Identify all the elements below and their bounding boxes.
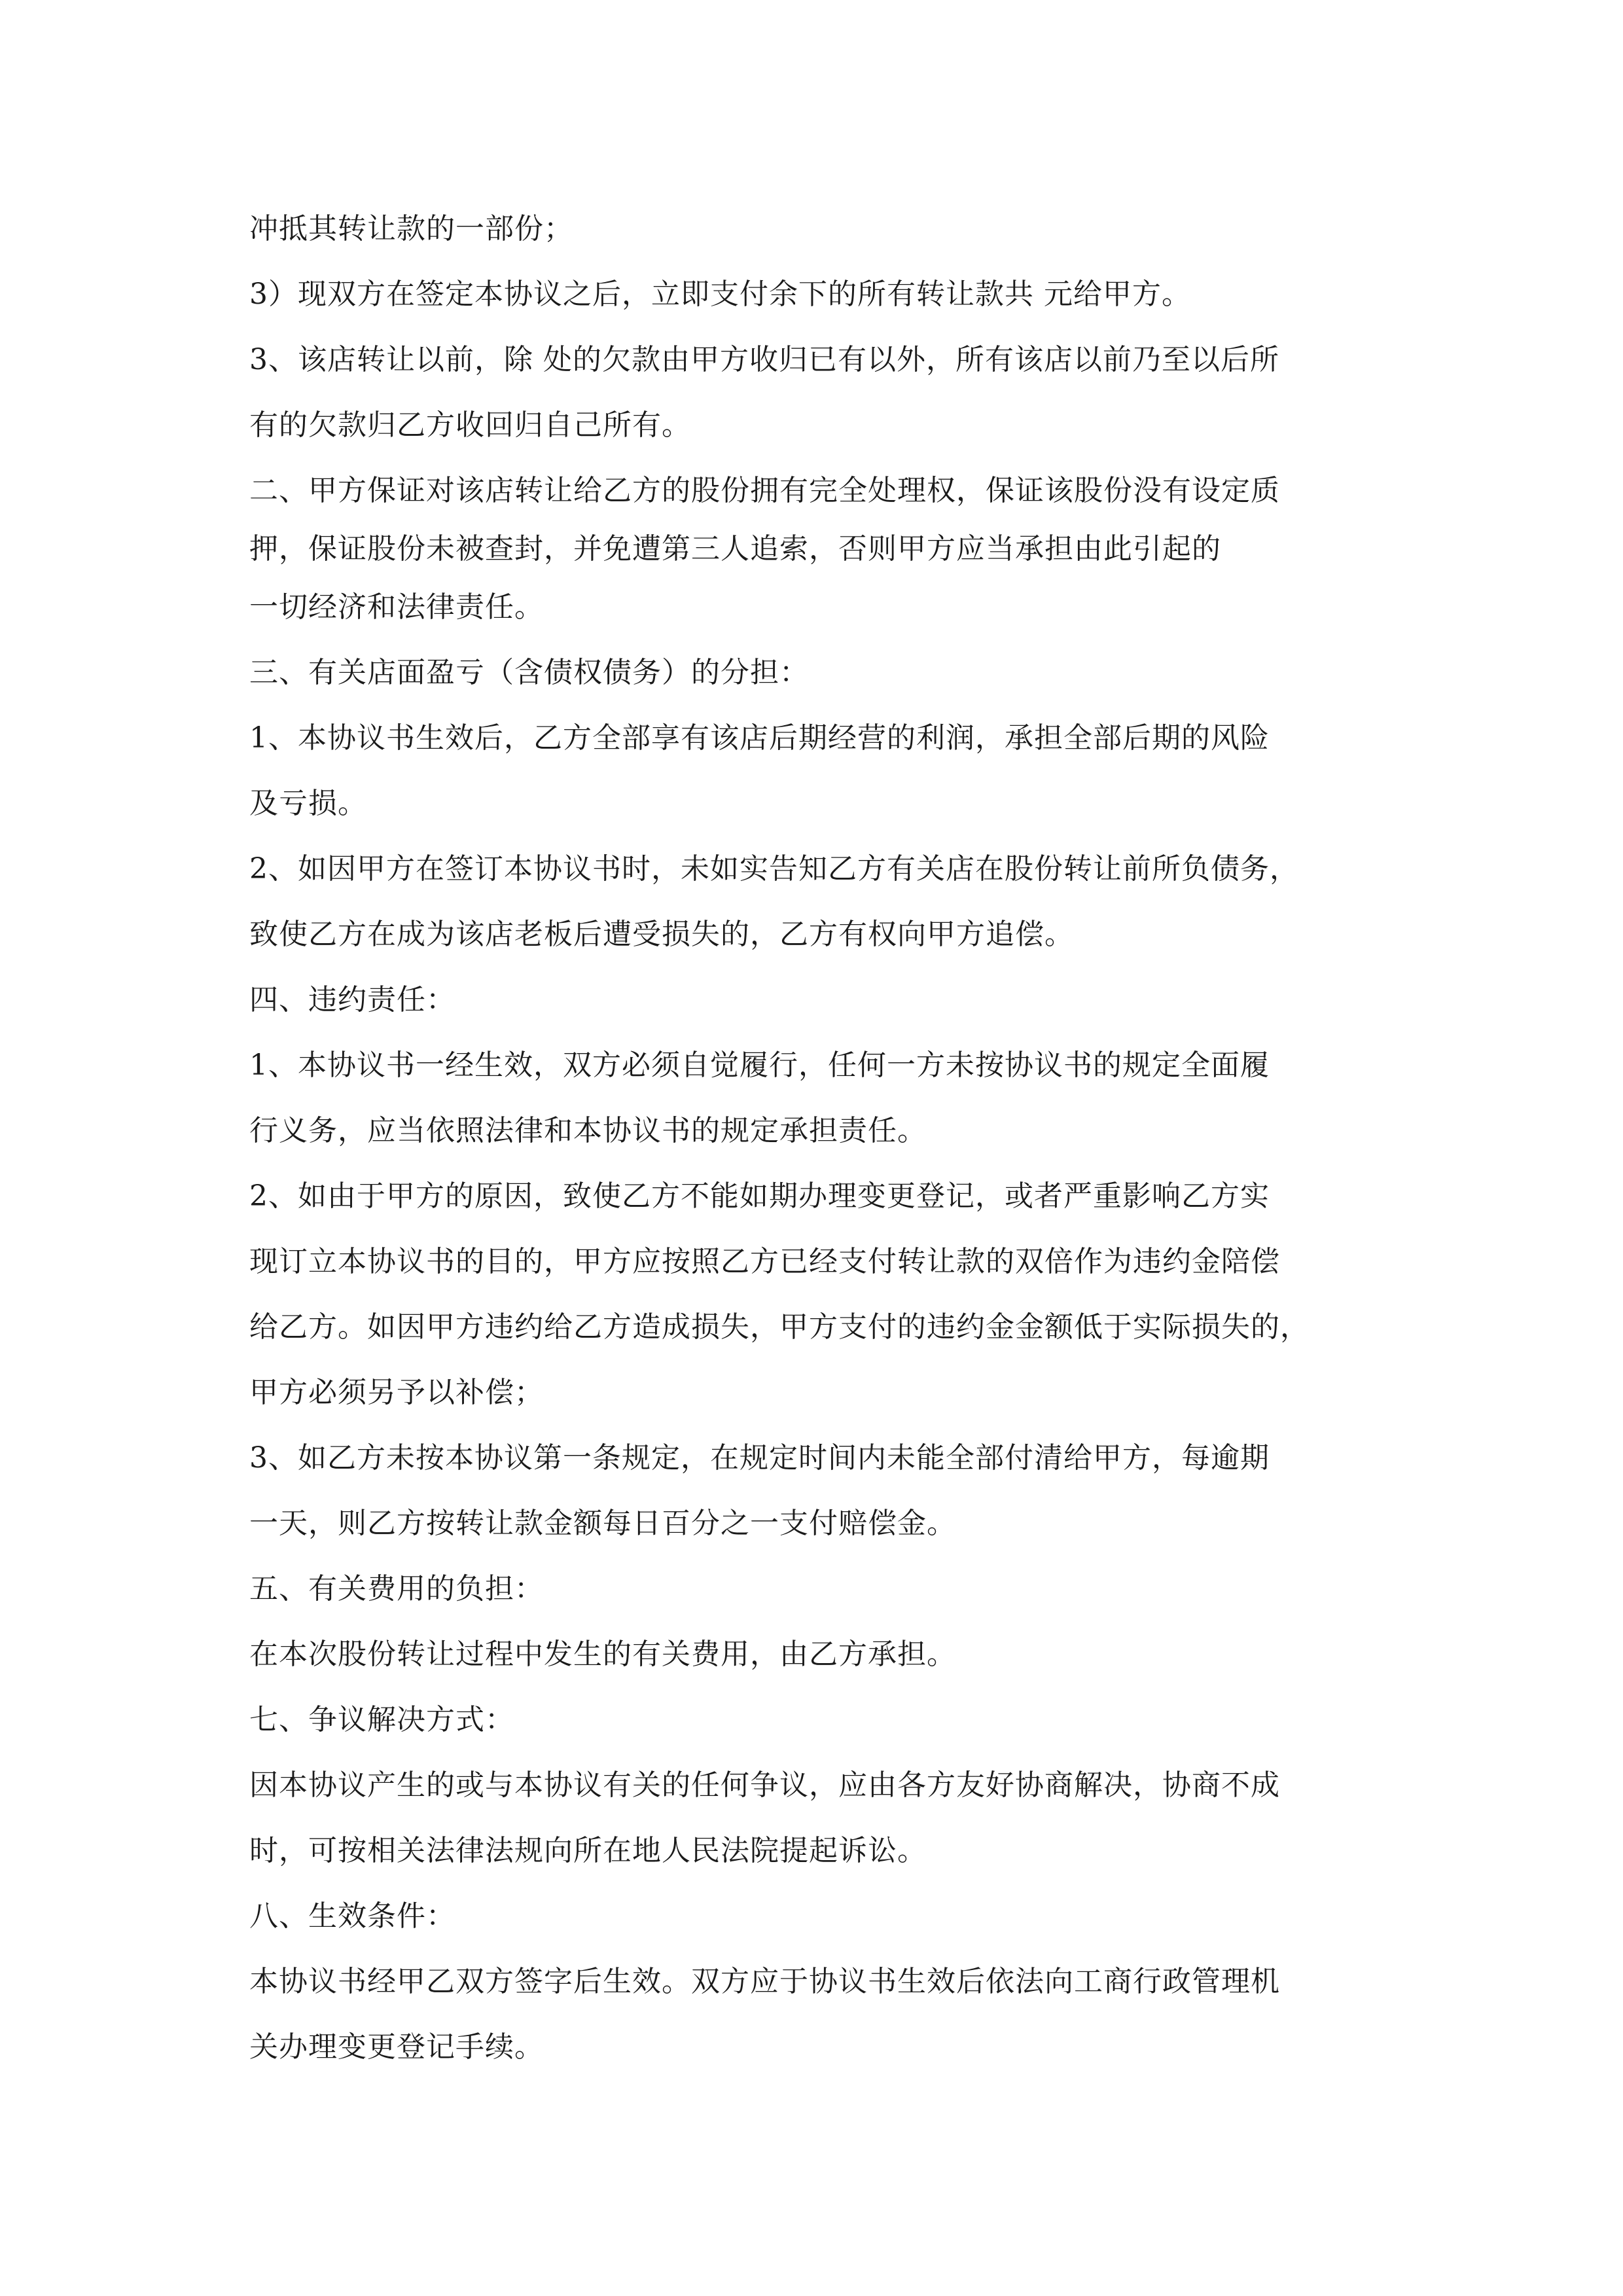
section-heading: 七、争议解决方式： [249, 1703, 514, 1736]
text-line: 1、本协议书生效后，乙方全部享有该店后期经营的利润，承担全部后期的风险 [249, 721, 1270, 755]
text-line: 有的欠款归乙方收回归自己所有。 [249, 408, 691, 442]
text-line: 一天，则乙方按转让款金额每日百分之一支付赔偿金。 [249, 1507, 956, 1540]
text-line: 3、如乙方未按本协议第一条规定，在规定时间内未能全部付清给甲方，每逾期 [249, 1441, 1270, 1475]
text-line: 时，可按相关法律法规向所在地人民法院提起诉讼。 [249, 1834, 927, 1867]
text-line: 行义务，应当依照法律和本协议书的规定承担责任。 [249, 1114, 927, 1147]
text-line: 押，保证股份未被查封，并免遭第三人追索，否则甲方应当承担由此引起的 [249, 532, 1221, 565]
section-heading: 三、有关店面盈亏（含债权债务）的分担： [249, 656, 809, 689]
text-line: 因本协议产生的或与本协议有关的任何争议，应由各方友好协商解决，协商不成 [249, 1768, 1280, 1802]
text-line: 1、本协议书一经生效，双方必须自觉履行，任何一方未按协议书的规定全面履 [249, 1049, 1270, 1082]
text-line: 致使乙方在成为该店老板后遭受损失的，乙方有权向甲方追偿。 [249, 918, 1074, 951]
section-heading: 四、违约责任： [249, 983, 455, 1016]
text-line: 关办理变更登记手续。 [249, 2030, 544, 2064]
text-line: 3）现双方在签定本协议之后，立即支付余下的所有转让款共 元给甲方。 [249, 278, 1191, 311]
text-line: 在本次股份转让过程中发生的有关费用，由乙方承担。 [249, 1638, 956, 1671]
text-line: 及亏损。 [249, 787, 367, 820]
text-line: 冲抵其转让款的一部份； [249, 212, 573, 245]
text-line: 本协议书经甲乙双方签字后生效。双方应于协议书生效后依法向工商行政管理机 [249, 1965, 1280, 1998]
text-line: 甲方必须另予以补偿； [249, 1376, 544, 1409]
text-line: 3、该店转让以前，除 处的欠款由甲方收归已有以外，所有该店以前乃至以后所 [249, 343, 1279, 376]
document-body [249, 196, 1388, 2080]
section-heading: 八、生效条件： [249, 1899, 455, 1933]
text-line: 一切经济和法律责任。 [249, 590, 544, 624]
text-line: 二、甲方保证对该店转让给乙方的股份拥有完全处理权，保证该股份没有设定质 [249, 474, 1280, 507]
text-line: 给乙方。如因甲方违约给乙方造成损失，甲方支付的违约金金额低于实际损失的， [249, 1310, 1310, 1344]
text-line: 2、如因甲方在签订本协议书时，未如实告知乙方有关店在股份转让前所负债务， [249, 852, 1299, 886]
text-line: 现订立本协议书的目的，甲方应按照乙方已经支付转让款的双倍作为违约金陪偿 [249, 1245, 1280, 1278]
section-heading: 五、有关费用的负担： [249, 1572, 544, 1605]
text-line: 2、如由于甲方的原因，致使乙方不能如期办理变更登记，或者严重影响乙方实 [249, 1179, 1270, 1213]
